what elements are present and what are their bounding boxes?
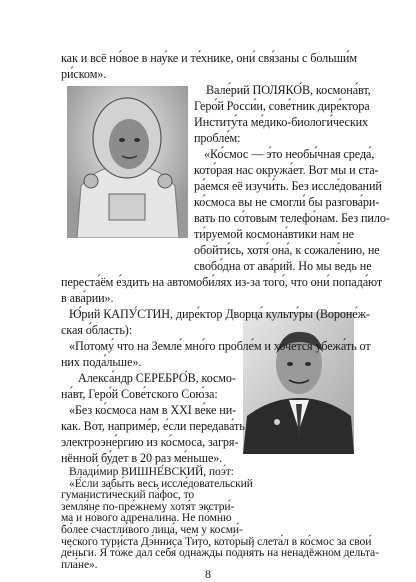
quote-line: них пода́льше». <box>61 355 142 369</box>
quote-line: электроэне́ргию из ко́смоса, загря- <box>61 435 239 449</box>
attribution-line: Институ́та ме́дико-биологи́ческих <box>194 115 369 129</box>
attribution-line: на́вт, Геро́й Сове́тского Сою́за: <box>61 387 218 401</box>
quote-line: ческого тури́ста Дэ́нниса Ти́то, кото́рый слета́л в ко́смос за свои́ <box>61 534 372 548</box>
text-line: ри́ском». <box>61 67 107 81</box>
serebrov-photo <box>243 312 354 454</box>
attribution-line: Алекса́ндр СЕРЕБРО́В, космо- <box>78 371 236 385</box>
text-line: переста́ём е́здить на автомоби́лях из-за того́, что они́ попада́ют <box>61 275 383 289</box>
attribution-line: пробле́м: <box>194 131 241 145</box>
attribution-line: Геро́й Росси́и, сове́тник дире́ктора <box>194 99 370 113</box>
cosmonaut-photo <box>67 86 188 238</box>
quote-line: свобо́дна от ава́рий. Но мы ведь не <box>194 259 372 273</box>
quote-line: кото́рая нас окружа́ет. Вот мы и ста- <box>194 163 379 177</box>
attribution-line: Ю́рий КАПУ́СТИН, дире́ктор Дворца́ культу́ры (Вороне́ж- <box>69 307 370 321</box>
quote-line: как. Вот, наприме́р, е́сли передава́ть <box>61 419 245 433</box>
quote-line: ра́емся её изучи́ть. Без иссле́дований <box>194 179 382 193</box>
quote-line: «Ко́смос — э́то необы́чная среда́, <box>204 147 375 161</box>
quote-line: пла́не». <box>61 557 98 571</box>
quote-line: гуманисти́ческий па́фос, то <box>61 488 195 502</box>
quote-line: «Без ко́смоса нам в XXI ве́ке ни- <box>69 403 237 417</box>
text-line: в ава́рии». <box>61 291 114 305</box>
quote-line: «Е́сли забы́ть весь иссле́довательский <box>69 476 253 490</box>
serebrov-photo-art <box>243 312 354 454</box>
text-line: как и всё но́вое в нау́ке и те́хнике, они́ свя́заны с больши́м <box>61 51 357 65</box>
quote-line: нённой бу́дет в 20 раз ме́ньше». <box>61 451 223 465</box>
quote-line: ти́руемой космона́втики нам не <box>194 227 354 241</box>
quote-line: ко́смоса вы не смогли́ бы разгова́ри- <box>194 195 380 209</box>
quote-line: бо́лее счастли́вого лица́, чем у косми́- <box>61 523 243 536</box>
quote-line: де́ньги. Я то́же дал себя́ одна́жды подня́ть на ненадёжном дельта- <box>61 546 379 560</box>
quote-line: земля́не по-пре́жнему хотя́т экстри́- <box>61 499 235 513</box>
quote-line: ма и но́вого адренали́на. Не по́мню <box>61 511 232 525</box>
page-number: 8 <box>205 567 211 581</box>
quote-line: обойти́сь, хотя́ она́, к сожале́нию, не <box>194 243 380 257</box>
attribution-line: Вале́рий ПОЛЯКО́В, космона́вт, <box>206 83 371 97</box>
cosmonaut-photo-art <box>67 86 188 238</box>
attribution-line: ская о́бласть): <box>61 323 133 337</box>
attribution-line: Влади́мир ВИШНЕ́ВСКИЙ, поэ́т: <box>69 465 234 478</box>
quote-line: вать по со́товым телефо́нам. Без пило- <box>194 211 390 225</box>
quote-line: «Потому́ что на Земле́ мно́го пробле́м и хо́чется убежа́ть от <box>69 339 371 353</box>
